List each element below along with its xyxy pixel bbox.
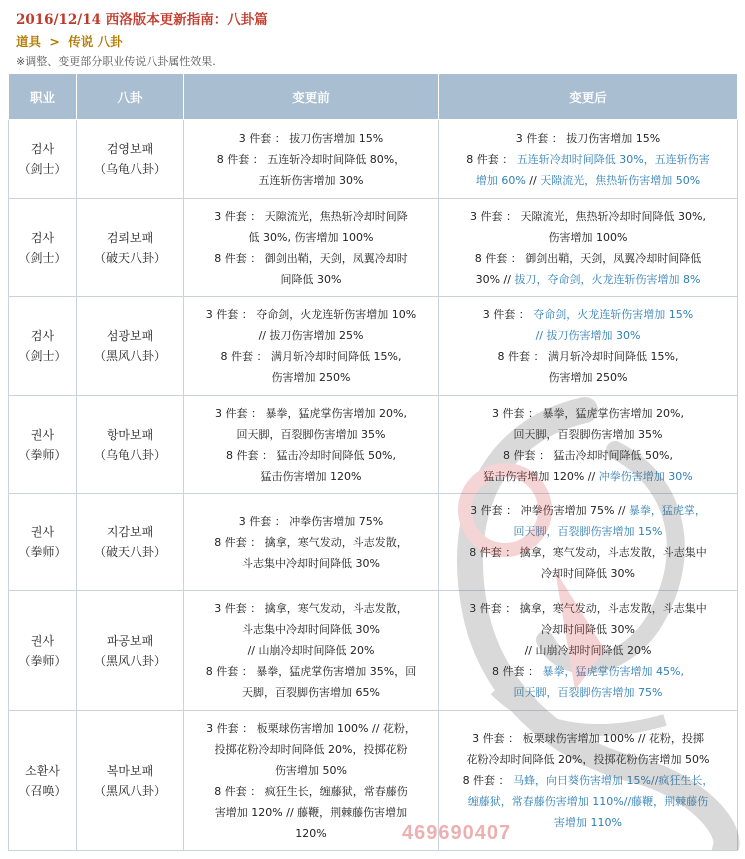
effect-line	[188, 640, 434, 661]
effect-text: // 拔刀伤害增加 25%	[258, 329, 364, 342]
changed-effect-text: 马蜂，向日葵伤害增加 15%//疯狂生长，	[513, 774, 714, 787]
header-class: 职业	[9, 74, 77, 120]
effect-text: 3 件套 ： 板栗球伤害增加 100% // 花粉，投掷	[472, 732, 704, 745]
effect-text: 8 件套 ： 擒拿，寒气发动，斗志发散，斗志集中	[469, 546, 707, 559]
effect-text: 伤害增加 250%	[271, 371, 351, 384]
bagua-name-text: 파공보패	[106, 633, 154, 648]
class-name-text: （剑士）	[18, 162, 67, 176]
effect-line	[443, 521, 733, 542]
effect-line	[188, 532, 434, 553]
before-cell	[184, 396, 439, 494]
class-name-text: 검사	[30, 329, 55, 343]
effect-line	[188, 619, 434, 640]
table-row	[9, 591, 738, 711]
effect-text: 冷却时间降低 30%	[541, 623, 635, 636]
effect-text: 8 件套 ： 满月斩冷却时间降低 15%,	[220, 350, 402, 363]
class-name-text: （召唤）	[18, 783, 67, 798]
bagua-name-text: （破天八卦）	[93, 545, 166, 559]
breadcrumb-item-legend-bagua[interactable]: 传说 八卦	[68, 34, 123, 49]
page-title: 2016/12/14 西洛版本更新指南：八卦篇	[16, 12, 268, 28]
effect-text: 猛击伤害增加 120%	[260, 469, 362, 483]
effect-line	[188, 445, 434, 466]
class-cell	[9, 591, 77, 711]
changed-effect-text: 天隙流光，焦热斩伤害增加 50%	[540, 173, 701, 187]
effect-line	[443, 500, 733, 521]
effect-text: 3 件套 ： 擒拿，寒气发动，斗志发散，	[214, 602, 408, 615]
page-header	[0, 0, 745, 71]
effect-line	[188, 466, 434, 487]
effect-text: 8 件套 ： 御剑出鞘，天剑，凤翼冷却时间降低	[474, 251, 702, 265]
after-cell	[439, 120, 738, 199]
effect-text: 8 件套 ： 擒拿，寒气发动，斗志发散，	[214, 535, 408, 549]
effect-line	[188, 718, 434, 739]
effect-text: 8 件套 ：	[462, 774, 514, 787]
effect-line	[188, 511, 434, 532]
effect-line	[443, 598, 733, 619]
effect-line	[443, 206, 733, 227]
bagua-name-text: 검뢰보패	[106, 230, 154, 245]
bagua-name-text: （黑风八卦）	[93, 653, 166, 668]
effect-line	[443, 346, 733, 367]
effect-line	[443, 269, 733, 290]
before-cell	[184, 494, 439, 591]
table-row	[9, 297, 738, 396]
bagua-cell	[77, 120, 184, 199]
effect-line	[443, 367, 733, 388]
effect-line	[443, 640, 733, 661]
effect-text: 8 件套 ： 暴拳，猛虎掌伤害增加 35%，回	[205, 665, 417, 678]
effect-line	[443, 149, 733, 170]
effect-line	[443, 170, 733, 191]
effect-line	[443, 424, 733, 445]
effect-text: 3 件套 ： 暴拳，猛虎掌伤害增加 20%,	[492, 406, 684, 420]
before-cell	[184, 591, 439, 711]
effect-line	[188, 170, 434, 191]
effect-text: 天脚，百裂脚伤害增加 65%	[242, 686, 380, 699]
effect-text: 间降低 30%	[280, 272, 342, 286]
table-row	[9, 120, 738, 199]
breadcrumb	[16, 32, 745, 52]
changed-effect-text: 五连斩冷却时间降低 30%，五连斩伤害	[516, 152, 710, 166]
changed-effect-text: 暴拳，猛虎掌伤害增加 45%,	[542, 665, 684, 678]
effect-line	[188, 367, 434, 388]
effect-line	[188, 661, 434, 682]
before-cell	[184, 297, 439, 396]
effect-line	[443, 227, 733, 248]
update-note: ※调整、变更部分职业传说八卦属性效果.	[16, 55, 216, 68]
effect-text: 3 件套 ： 拔刀伤害增加 15%	[238, 131, 384, 145]
bagua-name-text: （乌龟八卦）	[93, 447, 166, 462]
bagua-change-table	[8, 73, 738, 851]
table-row	[9, 711, 738, 851]
effect-line	[443, 728, 733, 749]
after-cell	[439, 199, 738, 297]
effect-text: // 山崩冷却时间降低 20%	[524, 644, 652, 657]
effect-text: 伤害增加 50%	[275, 763, 347, 777]
changed-effect-text: 夺命剑，火龙连斩伤害增加 15%	[533, 308, 694, 321]
effect-text: 3 件套 ： 天隙流光，焦热斩冷却时间降低 30%,	[470, 209, 706, 223]
effect-text: 8 件套 ： 满月斩冷却时间降低 15%,	[497, 350, 679, 363]
effect-text: 回天脚，百裂脚伤害增加 35%	[236, 427, 386, 441]
bagua-cell	[77, 711, 184, 851]
effect-line	[443, 445, 733, 466]
effect-text: 猛击伤害增加 120% //	[483, 469, 599, 483]
effect-text: 8 件套 ： 猛击冷却时间降低 50%,	[503, 448, 673, 462]
class-name-text: 권사	[30, 525, 55, 539]
effect-line	[188, 269, 434, 290]
bagua-name-text: 복마보패	[106, 763, 154, 778]
effect-text: 3 件套 ： 拔刀伤害增加 15%	[515, 131, 661, 145]
effect-line	[443, 791, 733, 812]
effect-text: 伤害增加 100%	[548, 230, 628, 244]
class-name-text: （剑士）	[18, 250, 67, 265]
effect-text: 害增加 120% // 藤鞭，荆棘藤伤害增加	[214, 805, 408, 819]
effect-text: 3 件套 ： 板栗球伤害增加 100% // 花粉，	[206, 721, 416, 735]
class-name-text: （剑士）	[18, 349, 67, 363]
class-cell	[9, 396, 77, 494]
bagua-cell	[77, 591, 184, 711]
bagua-name-text: 지감보패	[106, 525, 154, 539]
effect-line	[188, 781, 434, 802]
bagua-name-text: 섬광보패	[106, 329, 154, 343]
bagua-name-text: 항마보패	[106, 427, 154, 442]
effect-line	[188, 403, 434, 424]
bagua-cell	[77, 494, 184, 591]
effect-text: 30% //	[475, 272, 515, 286]
changed-effect-text: 拔刀，夺命剑，火龙连斩伤害增加 8%	[514, 272, 701, 286]
effect-line	[188, 424, 434, 445]
effect-line	[443, 563, 733, 584]
header-after: 变更后	[439, 74, 738, 120]
header-bagua: 八卦	[77, 74, 184, 120]
effect-text: 8 件套 ： 御剑出鞘，天剑，凤翼冷却时	[214, 251, 408, 265]
changed-effect-text: // 拔刀伤害增加 30%	[535, 329, 641, 342]
effect-text: 低 30%, 伤害增加 100%	[248, 230, 374, 244]
effect-line	[443, 325, 733, 346]
effect-text: 3 件套 ： 冲拳伤害增加 75% //	[470, 504, 629, 517]
qq-watermark: 469690407	[402, 822, 512, 844]
effect-line	[188, 227, 434, 248]
effect-line	[188, 760, 434, 781]
class-cell	[9, 297, 77, 396]
bagua-name-text: 검영보패	[106, 142, 154, 156]
effect-text: 8 件套 ：	[492, 665, 543, 678]
bagua-cell	[77, 396, 184, 494]
effect-text: 3 件套 ： 夺命剑，火龙连斩伤害增加 10%	[205, 308, 417, 321]
effect-line	[188, 128, 434, 149]
bagua-name-text: （黑风八卦）	[93, 783, 166, 798]
bagua-cell	[77, 199, 184, 297]
effect-line	[443, 542, 733, 563]
effect-line	[188, 248, 434, 269]
after-cell	[439, 591, 738, 711]
table-row	[9, 199, 738, 297]
effect-line	[443, 770, 733, 791]
effect-line	[443, 466, 733, 487]
bagua-name-text: （破天八卦）	[93, 250, 166, 265]
class-cell	[9, 120, 77, 199]
breadcrumb-separator: >	[49, 34, 60, 49]
effect-text: 8 件套 ： 疯狂生长，缠藤狱，常春藤伤	[214, 784, 408, 798]
effect-line	[188, 304, 434, 325]
class-cell	[9, 494, 77, 591]
table-row	[9, 396, 738, 494]
effect-line	[188, 598, 434, 619]
effect-line	[188, 149, 434, 170]
effect-text: 120%	[295, 826, 327, 840]
effect-line	[443, 304, 733, 325]
effect-line	[443, 248, 733, 269]
after-cell	[439, 297, 738, 396]
after-cell	[439, 494, 738, 591]
changed-effect-text: 回天脚，百裂脚伤害增加 15%	[513, 525, 663, 538]
effect-text: 伤害增加 250%	[548, 371, 628, 384]
effect-text: 3 件套 ： 暴拳，猛虎掌伤害增加 20%,	[215, 406, 407, 420]
changed-effect-text: 冲拳伤害增加 30%	[598, 469, 693, 483]
class-name-text: 소환사	[25, 763, 60, 778]
effect-line	[443, 403, 733, 424]
effect-line	[443, 128, 733, 149]
class-name-text: 권사	[30, 633, 55, 648]
effect-text: 五连斩伤害增加 30%	[258, 173, 364, 187]
effect-line	[188, 553, 434, 574]
breadcrumb-item-items[interactable]: 道具	[16, 34, 42, 49]
class-cell	[9, 199, 77, 297]
effect-text: 3 件套 ： 冲拳伤害增加 75%	[238, 514, 384, 528]
effect-text: 斗志集中冷却时间降低 30%	[242, 556, 380, 570]
class-name-text: （拳师）	[18, 653, 67, 668]
bagua-name-text: （乌龟八卦）	[93, 162, 166, 176]
table-header-row	[9, 74, 738, 120]
effect-line	[188, 206, 434, 227]
effect-text: 回天脚，百裂脚伤害增加 35%	[513, 427, 663, 441]
effect-line	[443, 682, 733, 703]
class-name-text: （拳师）	[18, 447, 67, 462]
class-name-text: 검사	[30, 230, 55, 245]
table-row	[9, 494, 738, 591]
effect-text: 投掷花粉冷却时间降低 20%，投掷花粉	[214, 742, 408, 756]
effect-line	[443, 749, 733, 770]
before-cell	[184, 711, 439, 851]
effect-text: 8 件套 ：	[466, 152, 517, 166]
changed-effect-text: 缠藤狱，常春藤伤害增加 110%//藤鞭，荆棘藤伤	[467, 795, 709, 808]
effect-line	[188, 802, 434, 823]
effect-line	[188, 823, 434, 844]
effect-line	[188, 346, 434, 367]
effect-line	[188, 739, 434, 760]
changed-effect-text: 回天脚，百裂脚伤害增加 75%	[513, 686, 663, 699]
effect-line	[443, 619, 733, 640]
header-before: 变更前	[184, 74, 439, 120]
effect-line	[443, 661, 733, 682]
bagua-name-text: （黑风八卦）	[93, 349, 166, 363]
effect-text: 3 件套 ：	[482, 308, 534, 321]
before-cell	[184, 199, 439, 297]
class-name-text: 검사	[30, 142, 55, 156]
changed-effect-text: 害增加 110%	[554, 816, 622, 829]
changed-effect-text: 增加 60%	[475, 173, 526, 187]
effect-text: 3 件套 ： 擒拿，寒气发动，斗志发散，斗志集中	[469, 602, 707, 615]
effect-text: //	[525, 173, 541, 187]
effect-line	[188, 325, 434, 346]
effect-text: // 山崩冷却时间降低 20%	[247, 644, 375, 657]
before-cell	[184, 120, 439, 199]
after-cell	[439, 396, 738, 494]
class-name-text: 권사	[30, 427, 55, 442]
effect-text: 3 件套 ： 天隙流光，焦热斩冷却时间降	[214, 209, 408, 223]
effect-text: 8 件套 ： 猛击冷却时间降低 50%,	[226, 448, 396, 462]
effect-text: 8 件套 ： 五连斩冷却时间降低 80%，	[216, 152, 406, 166]
effect-text: 冷却时间降低 30%	[541, 567, 635, 580]
class-cell	[9, 711, 77, 851]
bagua-cell	[77, 297, 184, 396]
effect-text: 斗志集中冷却时间降低 30%	[242, 623, 380, 636]
changed-effect-text: 暴拳，猛虎掌，	[628, 504, 706, 517]
effect-text: 花粉冷却时间降低 20%，投掷花粉伤害增加 50%	[466, 753, 710, 766]
class-name-text: （拳师）	[18, 545, 67, 559]
effect-line	[188, 682, 434, 703]
